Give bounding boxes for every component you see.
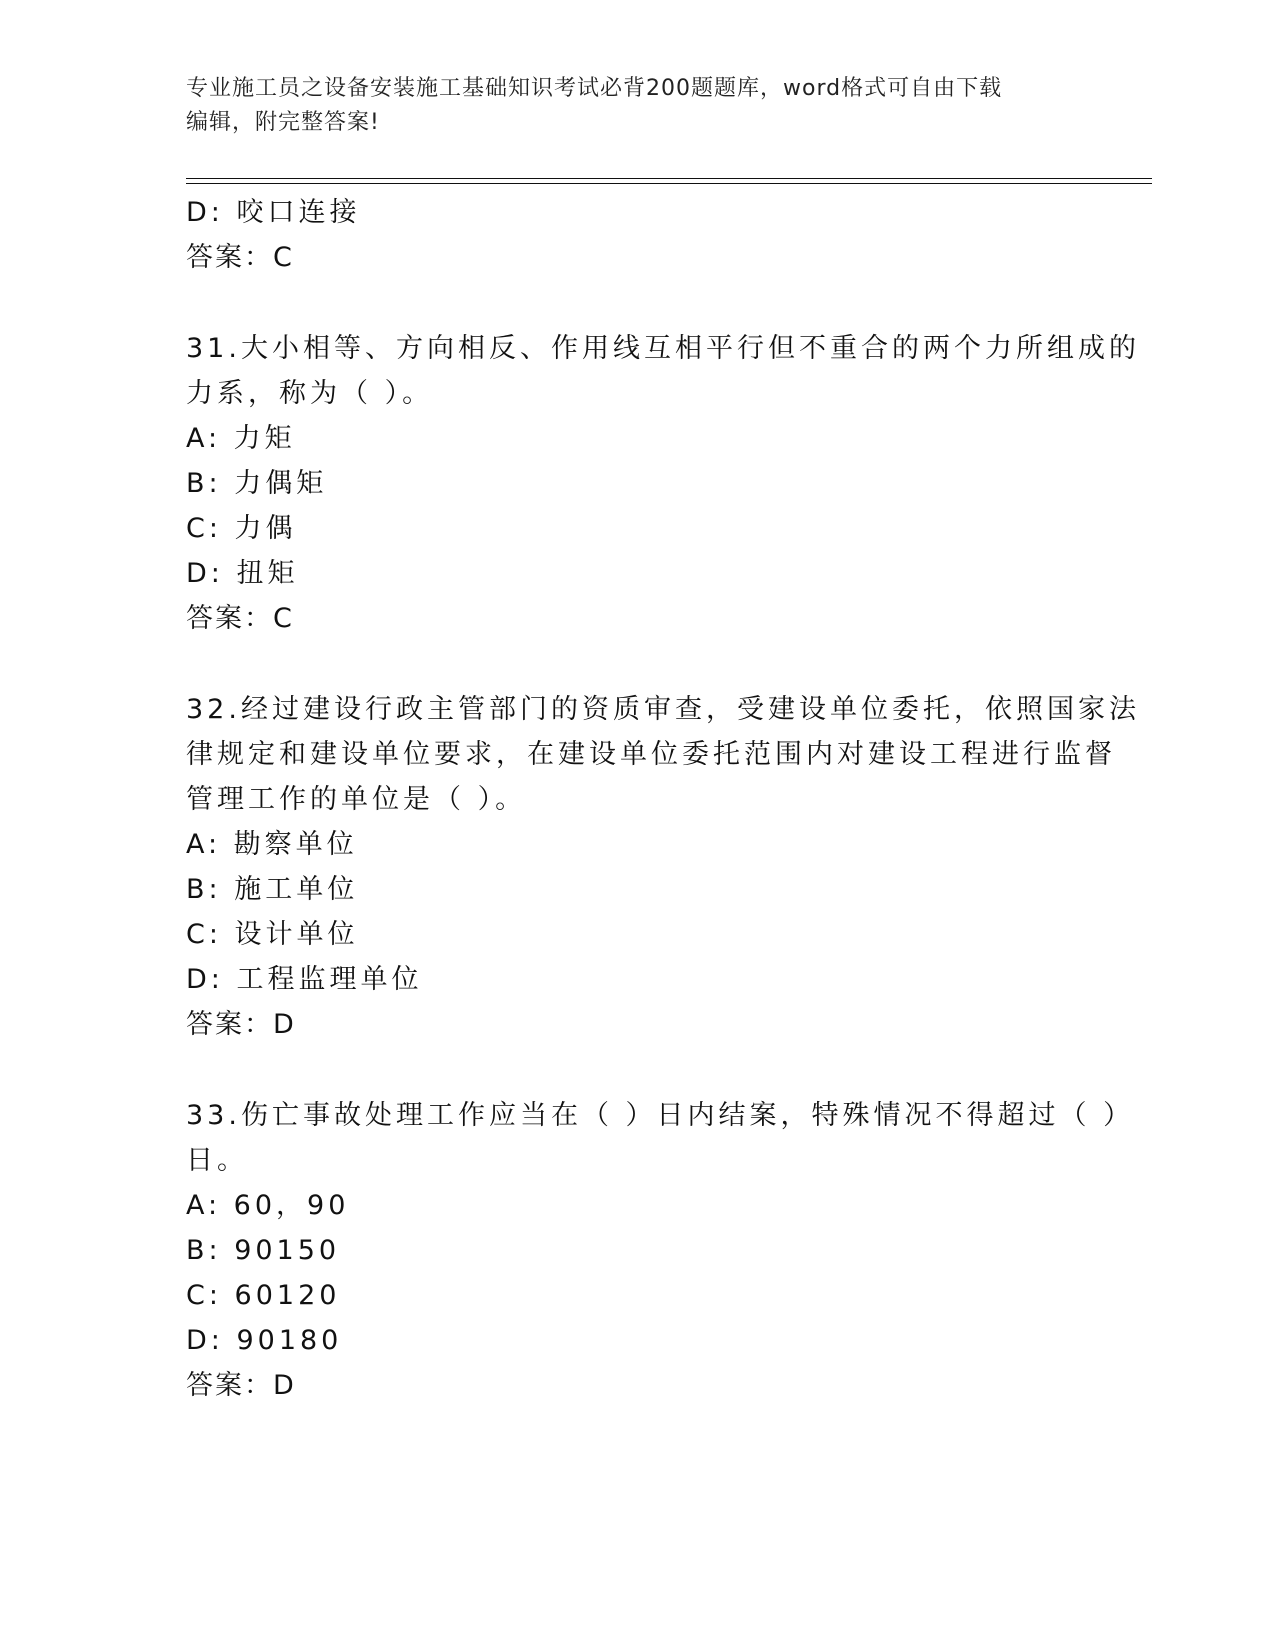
question-stem-line: 31.大小相等、方向相反、作用线互相平行但不重合的两个力所组成的 [186, 333, 1140, 364]
option-b: B: 90150 [186, 1235, 341, 1266]
answer-line: 答案：C [186, 603, 294, 634]
document-header [186, 72, 1066, 140]
question-32 [186, 687, 1140, 1047]
question-33 [186, 1093, 1135, 1408]
option-b: B: 力偶矩 [186, 468, 328, 499]
answer-line: 答案：D [186, 1009, 296, 1040]
option-a: A: 60，90 [186, 1190, 350, 1221]
option-c: C: 设计单位 [186, 919, 359, 950]
question-stem-line: 力系，称为（ ）。 [186, 378, 434, 409]
option-d: D: 扭矩 [186, 558, 299, 589]
answer-line: 答案：C [186, 242, 294, 273]
option-d: D: 咬口连接 [186, 197, 361, 228]
option-b: B: 施工单位 [186, 874, 359, 905]
option-a: A: 力矩 [186, 423, 296, 454]
question-stem-line: 33.伤亡事故处理工作应当在（ ）日内结案，特殊情况不得超过（ ） [186, 1100, 1135, 1131]
header-rule-top [186, 178, 1152, 179]
question-stem-line: 32.经过建设行政主管部门的资质审查，受建设单位委托，依照国家法 [186, 694, 1140, 725]
question-list [186, 190, 1140, 1408]
option-d: D: 工程监理单位 [186, 964, 423, 995]
option-d: D: 90180 [186, 1325, 343, 1356]
answer-line: 答案：D [186, 1370, 296, 1401]
question-stem-line: 管理工作的单位是（ ）。 [186, 784, 527, 815]
header-line-2: 编辑，附完整答案! [186, 110, 380, 135]
option-c: C: 力偶 [186, 513, 297, 544]
question-stem-line: 律规定和建设单位要求，在建设单位委托范围内对建设工程进行监督 [186, 739, 1116, 770]
question-31 [186, 326, 1140, 641]
question-stem-line: 日。 [186, 1145, 248, 1176]
option-c: C: 60120 [186, 1280, 341, 1311]
header-rule-bottom [186, 183, 1152, 184]
option-a: A: 勘察单位 [186, 829, 358, 860]
header-line-1: 专业施工员之设备安装施工基础知识考试必背200题题库，word格式可自由下载 [186, 76, 1003, 101]
